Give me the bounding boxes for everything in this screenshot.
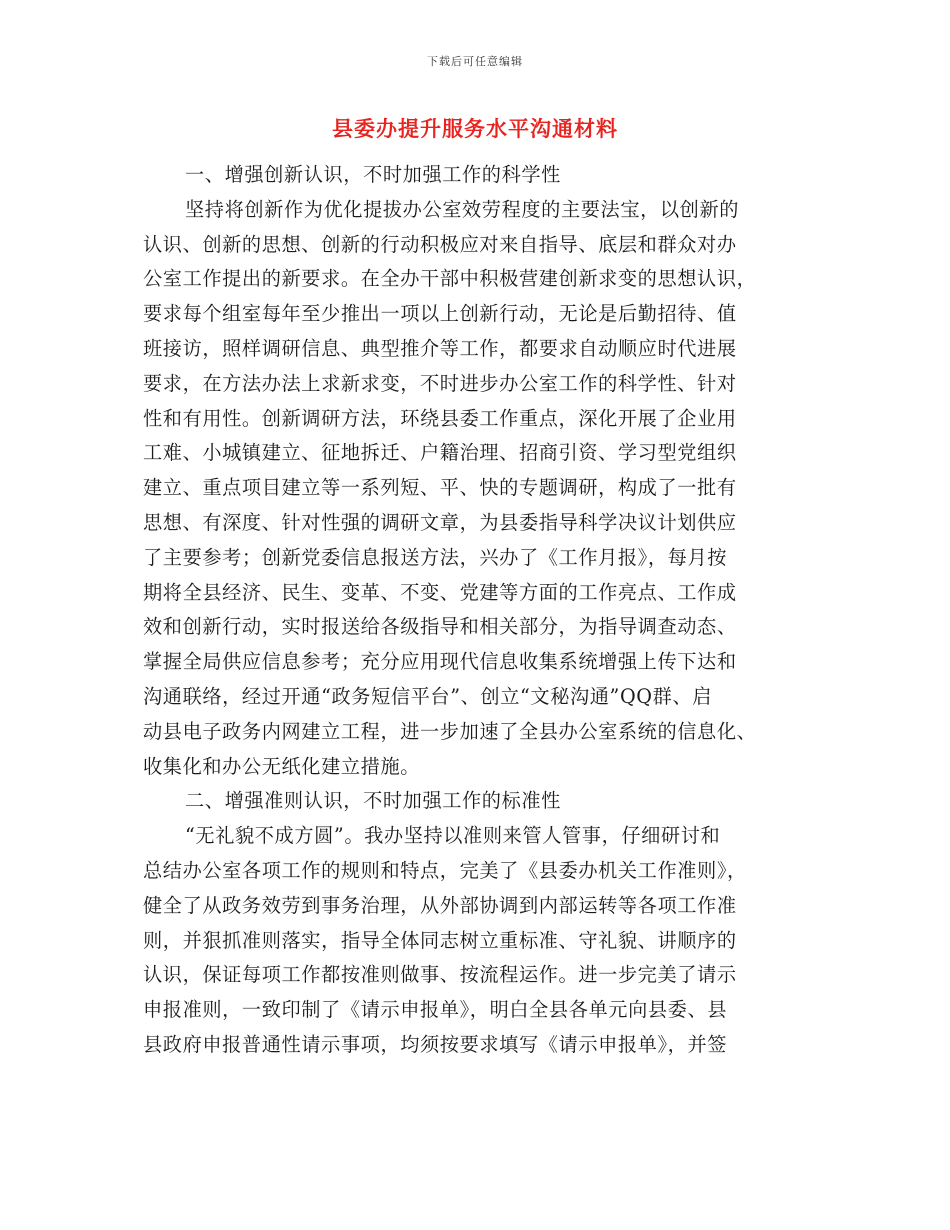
text-line: 要求，在方法办法上求新求变，不时进步办公室工作的科学性、针对 <box>143 371 737 395</box>
text-line: 认识、创新的思想、创新的行动积极应对来自指导、底层和群众对办 <box>143 232 737 256</box>
text-line: 期将全县经济、民生、变革、不变、党建等方面的工作亮点、工作成 <box>143 580 737 604</box>
text-line: 要求每个组室每年至少推出一项以上创新行动，无论是后勤招待、值 <box>143 302 737 326</box>
text-line: “无礼貌不成方圆”。我办坚持以准则来管人管事，仔细研讨和 <box>185 824 721 848</box>
text-line: 坚持将创新作为优化提拔办公室效劳程度的主要法宝，以创新的 <box>185 197 740 221</box>
text-line: 效和创新行动，实时报送给各级指导和相关部分，为指导调查动态、 <box>143 615 737 639</box>
text-line: 班接访，照样调研信息、典型推介等工作，都要求自动顺应时代进展 <box>143 336 737 360</box>
document-title: 县委办提升服务水平沟通材料 <box>332 116 618 141</box>
text-line: 申报准则，一致印制了《请示申报单》，明白全县各单元向县委、县 <box>143 998 728 1022</box>
text-line: 一、增强创新认识，不时加强工作的科学性 <box>185 163 561 186</box>
header-note: 下载后可任意编辑 <box>427 55 523 68</box>
text-line: 健全了从政务效劳到事务治理，从外部协调到内部运转等各项工作准 <box>143 893 737 917</box>
text-line: 思想、有深度、针对性强的调研文章，为县委指导科学决议计划供应 <box>143 510 737 534</box>
text-line: 工难、小城镇建立、征地拆迁、户籍治理、招商引资、学习型党组织 <box>143 441 737 465</box>
text-line: 县政府申报普通性请示事项，均须按要求填写《请示申报单》，并签 <box>143 1032 728 1056</box>
text-line: 收集化和办公无纸化建立措施。 <box>143 754 421 778</box>
text-line: 动县电子政务内网建立工程，进一步加速了全县办公室系统的信息化、 <box>143 719 757 743</box>
text-line: 则，并狠抓准则落实，指导全体同志树立重标准、守礼貌、讲顺序的 <box>143 928 737 952</box>
text-line: 公室工作提出的新要求。在全办干部中积极营建创新求变的思想认识， <box>143 267 757 291</box>
text-line: 性和有用性。创新调研方法，环绕县委工作重点，深化开展了企业用 <box>143 406 737 430</box>
text-line: 沟通联络，经过开通“政务短信平台”、创立“文秘沟通”QQ群、启 <box>143 684 712 708</box>
text-line: 了主要参考；创新党委信息报送方法，兴办了《工作月报》，每月按 <box>143 545 728 569</box>
text-line: 建立、重点项目建立等一系列短、平、快的专题调研，构成了一批有 <box>143 476 737 500</box>
text-line: 总结办公室各项工作的规则和特点，完美了《县委办机关工作准则》， <box>143 858 747 882</box>
document-body <box>143 158 803 1063</box>
text-line: 二、增强准则认识，不时加强工作的标准性 <box>185 789 561 813</box>
text-line: 掌握全局供应信息参考；充分应用现代信息收集系统增强上传下达和 <box>143 650 737 674</box>
text-line: 认识，保证每项工作都按准则做事、按流程运作。进一步完美了请示 <box>143 963 737 987</box>
